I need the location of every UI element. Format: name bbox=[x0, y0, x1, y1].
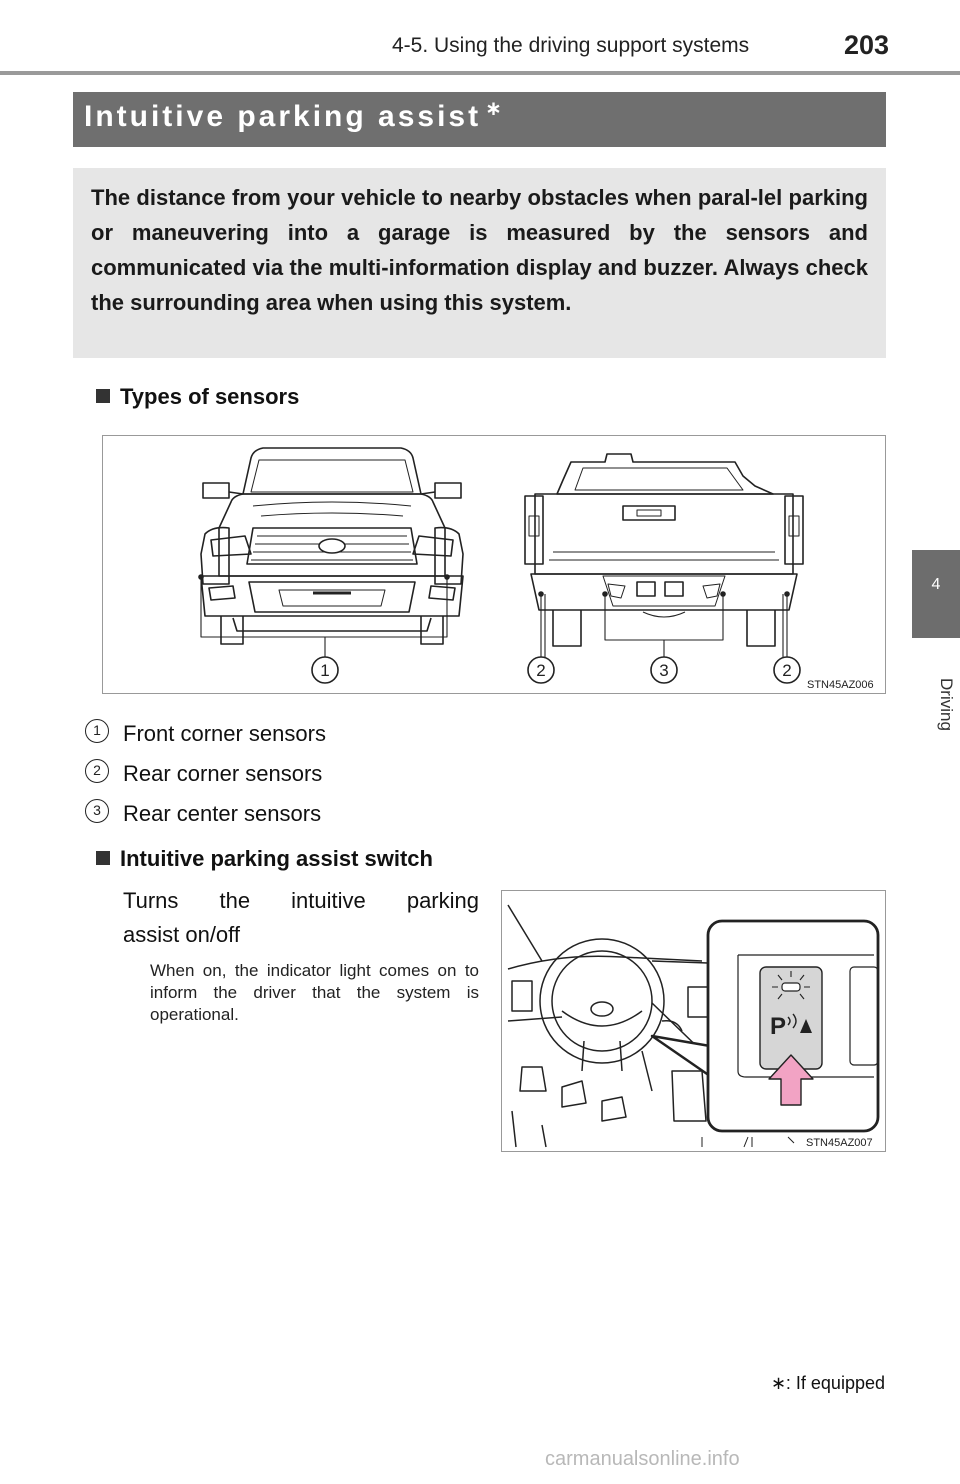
list-number-1: 1 bbox=[85, 719, 109, 743]
callout-2-left bbox=[528, 657, 554, 683]
page-number: 203 bbox=[844, 30, 890, 60]
list-item-rear-center: Rear center sensors bbox=[123, 801, 322, 826]
chapter-label bbox=[916, 648, 956, 731]
switch-description-line-2: assist on/off bbox=[123, 922, 240, 947]
callout-2-left-label: 2 bbox=[536, 661, 546, 680]
callout-2-right-label: 2 bbox=[782, 661, 792, 680]
watermark: carmanualsonline.info bbox=[545, 1448, 740, 1470]
truck-rear-view bbox=[525, 454, 803, 662]
callout-1-front-label: 1 bbox=[320, 661, 330, 680]
types-of-sensors-heading bbox=[96, 384, 299, 410]
list-number-3: 3 bbox=[85, 799, 109, 823]
chapter-number: 4 bbox=[931, 576, 941, 593]
chapter-label-text: Driving bbox=[937, 678, 956, 731]
list-item-front-corner: Front corner sensors bbox=[123, 721, 326, 746]
list-item-rear-corner: Rear corner sensors bbox=[123, 761, 323, 786]
callout-1-front bbox=[312, 657, 338, 683]
callout-3-center bbox=[651, 657, 677, 683]
square-bullet-icon bbox=[96, 389, 110, 403]
parking-switch-symbol: P bbox=[770, 1013, 787, 1040]
intro-text: The distance from your vehicle to nearby obstacles when paral-lel parking or maneuvering into a garage is measured by the sensors and communicated via the multi-information display and buzzer. Always check the surrounding area when using this system. bbox=[91, 185, 868, 315]
callout-2-right bbox=[774, 657, 800, 683]
figure-code-1: STN45AZ006 bbox=[807, 679, 874, 691]
dashboard-switch-illustration bbox=[502, 891, 887, 1153]
running-header-title: 4-5. Using the driving support systems bbox=[392, 34, 750, 57]
switch-location-figure bbox=[501, 890, 886, 1152]
chapter-tab[interactable] bbox=[912, 550, 960, 638]
footnote: ∗: If equipped bbox=[770, 1373, 885, 1393]
callout-3-center-label: 3 bbox=[659, 661, 669, 680]
switch-description-line-1: Turns the intuitive parking bbox=[123, 888, 479, 913]
list-number-2: 2 bbox=[85, 759, 109, 783]
sensor-location-figure bbox=[102, 435, 886, 694]
figure-code-2: STN45AZ007 bbox=[806, 1137, 873, 1149]
switch-heading-text: Intuitive parking assist switch bbox=[120, 846, 433, 871]
truck-front-rear-illustration bbox=[103, 436, 887, 695]
section-title bbox=[84, 100, 502, 134]
switch-description bbox=[123, 884, 479, 952]
switch-heading bbox=[96, 846, 433, 872]
switch-note: When on, the indicator light comes on to inform the driver that the system is operational. bbox=[150, 961, 479, 1024]
section-title-marker: ∗ bbox=[485, 98, 502, 120]
header-rule bbox=[0, 71, 960, 75]
square-bullet-icon bbox=[96, 851, 110, 865]
types-of-sensors-heading-text: Types of sensors bbox=[120, 384, 300, 409]
truck-front-view bbox=[199, 448, 463, 658]
section-title-text: Intuitive parking assist bbox=[84, 100, 482, 133]
